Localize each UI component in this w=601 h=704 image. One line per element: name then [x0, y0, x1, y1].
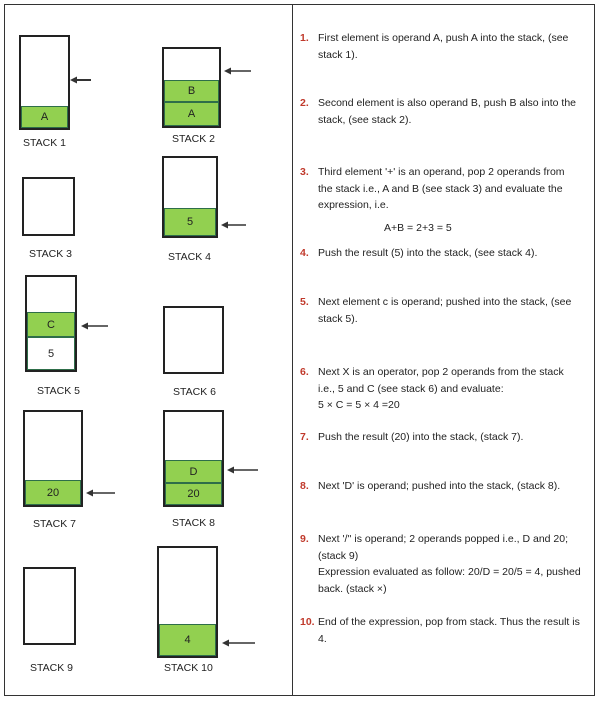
step-3-line-1: Third element '+' is an operand, pop 2 operands from: [318, 166, 565, 178]
step-8-line-1: Next 'D' is operand; pushed into the stack, (stack 8).: [318, 480, 561, 492]
stack-1-top-pointer-arrow-icon: [70, 75, 92, 85]
stack-10-label: STACK 10: [164, 662, 213, 674]
stack-1-cell-a: A: [21, 106, 68, 128]
step-1-line-1: First element is operand A, push A into the stack, (see: [318, 32, 569, 44]
step-10-number: 10.: [300, 616, 315, 628]
stack-6: [163, 306, 224, 374]
step-5: [300, 294, 588, 327]
step-3: [300, 164, 588, 214]
step-10-line-1: End of the expression, pop from stack. Thus the result is: [318, 616, 580, 628]
stack-9: [23, 567, 76, 645]
step-3-line-2: the stack i.e., A and B (see stack 3) and evaluate the: [318, 182, 563, 195]
stack-8-label: STACK 8: [172, 517, 215, 529]
stack-5-top-pointer-arrow-icon: [81, 321, 109, 331]
step-4-line-1: Push the result (5) into the stack, (see stack 4).: [318, 247, 538, 259]
step-9-line-4: back. (stack ×): [318, 582, 387, 595]
stack-8: [163, 410, 224, 507]
step-7: [300, 429, 588, 446]
stack-5: [25, 275, 77, 372]
stack-1: [19, 35, 70, 130]
stack-3: [22, 177, 75, 236]
stack-5-cell-c: C: [27, 312, 75, 337]
stack-1-label: STACK 1: [23, 137, 66, 149]
step-9-line-2: (stack 9): [318, 549, 359, 562]
column-divider: [292, 4, 293, 696]
stack-2: [162, 47, 221, 128]
step-4-number: 4.: [300, 247, 309, 259]
stack-2-top-pointer-arrow-icon: [224, 66, 252, 76]
stack-10-cell-4: 4: [159, 624, 216, 656]
step-2-line-2: stack, (see stack 2).: [318, 113, 412, 126]
step-5-line-1: Next element c is operand; pushed into the stack, (see: [318, 296, 572, 308]
step-2: [300, 95, 588, 128]
step-3-formula: A+B = 2+3 = 5: [384, 222, 452, 234]
stack-8-cell-d: D: [165, 460, 222, 483]
stack-3-label: STACK 3: [29, 248, 72, 260]
step-5-line-2: stack 5).: [318, 312, 358, 325]
step-2-line-1: Second element is also operand B, push B also into the: [318, 97, 576, 109]
step-3-number: 3.: [300, 166, 309, 178]
step-6-number: 6.: [300, 366, 309, 378]
stack-7-top-pointer-arrow-icon: [86, 488, 116, 498]
step-8-number: 8.: [300, 480, 309, 492]
step-6-line-2: i.e., 5 and C (see stack 6) and evaluate:: [318, 382, 504, 395]
stack-10: [157, 546, 218, 658]
stack-5-cell-5: 5: [27, 337, 75, 370]
step-5-number: 5.: [300, 296, 309, 308]
stack-2-cell-a: A: [164, 102, 219, 126]
step-6-line-3: 5 × C = 5 × 4 =20: [318, 399, 400, 411]
step-7-line-1: Push the result (20) into the stack, (stack 7).: [318, 431, 524, 443]
step-10: [300, 614, 588, 647]
stack-4-top-pointer-arrow-icon: [221, 220, 247, 230]
stack-5-label: STACK 5: [37, 385, 80, 397]
stack-4: [162, 156, 218, 238]
stack-7-cell-20: 20: [25, 480, 81, 505]
stack-7-label: STACK 7: [33, 518, 76, 530]
step-8: [300, 478, 588, 495]
step-3-line-3: expression, i.e.: [318, 199, 389, 211]
stack-9-label: STACK 9: [30, 662, 73, 674]
stack-7: [23, 410, 83, 507]
stack-4-label: STACK 4: [168, 251, 211, 263]
step-10-line-2: 4.: [318, 632, 327, 645]
step-1-line-2: stack 1).: [318, 48, 358, 61]
stack-4-cell-5: 5: [164, 208, 216, 236]
stack-6-label: STACK 6: [173, 386, 216, 398]
stack-10-top-pointer-arrow-icon: [222, 638, 256, 648]
step-9-line-1: Next '/'' is operand; 2 operands popped i.e., D and 20;: [318, 533, 569, 545]
step-6-line-1: Next X is an operator, pop 2 operands from the stack: [318, 366, 564, 378]
step-9: [300, 531, 588, 597]
stack-2-label: STACK 2: [172, 133, 215, 145]
step-9-number: 9.: [300, 533, 309, 545]
step-1: [300, 30, 588, 63]
step-4: [300, 245, 588, 262]
step-1-number: 1.: [300, 32, 309, 44]
stack-8-top-pointer-arrow-icon: [227, 465, 259, 475]
step-6: [300, 364, 588, 414]
step-7-number: 7.: [300, 431, 309, 443]
stack-2-cell-b: B: [164, 80, 219, 102]
step-9-line-3: Expression evaluated as follow: 20/D = 20/5 = 4, pushed: [318, 566, 581, 578]
step-2-number: 2.: [300, 97, 309, 109]
stack-8-cell-20: 20: [165, 483, 222, 505]
